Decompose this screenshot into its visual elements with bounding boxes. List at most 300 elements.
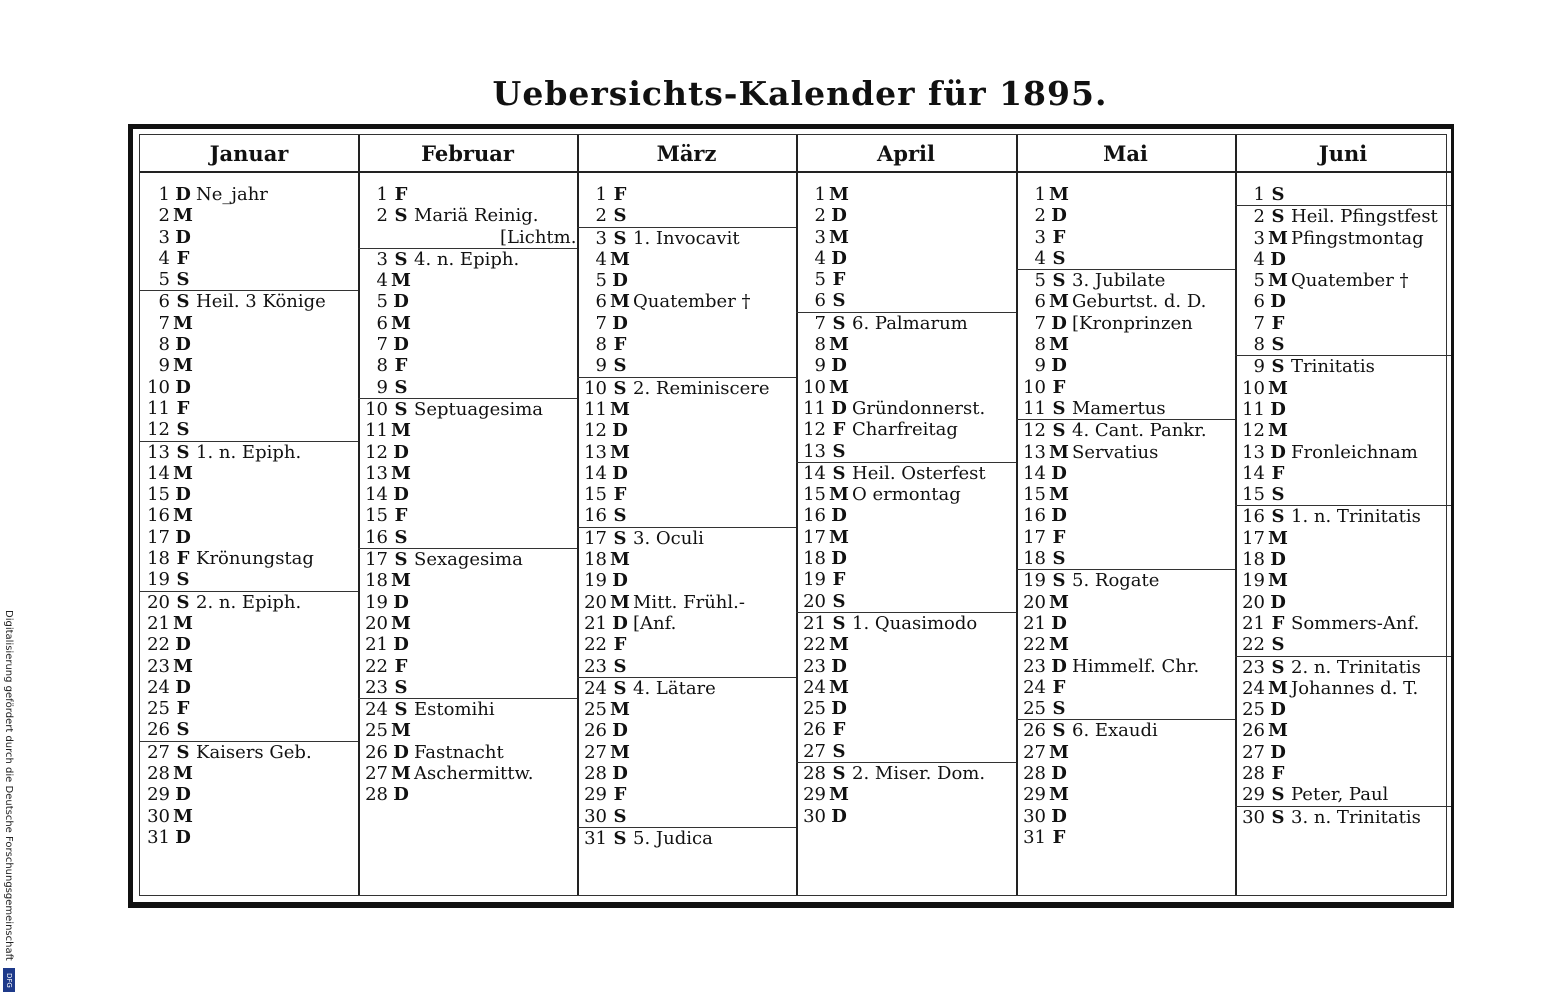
day-row — [1235, 442, 1451, 463]
day-note: Heil. Pfingstfest — [1291, 206, 1438, 228]
day-number: 20 — [803, 590, 826, 612]
day-row — [796, 398, 1016, 419]
weekday-letter: D — [175, 334, 191, 356]
weekday-letter: S — [613, 355, 627, 377]
day-number: 3 — [158, 226, 170, 248]
day-note: 2. n. Epiph. — [196, 591, 302, 613]
day-row — [1016, 569, 1235, 591]
day-number: 1 — [158, 184, 170, 205]
weekday-letter: F — [176, 698, 190, 720]
day-row — [358, 742, 577, 763]
weekday-letter: S — [832, 462, 846, 484]
day-row — [358, 420, 577, 441]
day-row — [1016, 484, 1235, 505]
weekday-letter: S — [394, 205, 408, 227]
day-row — [577, 656, 796, 677]
weekday-letter: M — [829, 634, 849, 656]
weekday-letter: M — [173, 805, 193, 827]
weekday-letter: S — [176, 269, 190, 291]
day-row — [1016, 656, 1235, 677]
day-row — [140, 569, 358, 590]
weekday-letter: M — [610, 398, 630, 420]
day-row — [140, 784, 358, 805]
day-number: 22 — [147, 634, 170, 656]
day-number: 6 — [814, 290, 826, 312]
day-number: 8 — [814, 334, 826, 356]
weekday-letter: S — [613, 205, 627, 227]
day-row — [1235, 634, 1451, 655]
day-row — [796, 269, 1016, 290]
day-row — [358, 505, 577, 526]
day-row — [140, 334, 358, 355]
weekday-letter: D — [612, 462, 628, 484]
day-number: 22 — [584, 634, 607, 656]
calendar-grid — [139, 134, 1447, 896]
weekday-letter: D — [1270, 398, 1286, 420]
day-number: 4 — [595, 248, 607, 270]
day-number: 19 — [1023, 570, 1046, 592]
weekday-letter: S — [1052, 397, 1066, 419]
day-note: Servatius — [1072, 441, 1159, 463]
weekday-letter: D — [1270, 549, 1286, 571]
day-number: 17 — [1023, 526, 1046, 548]
weekday-letter: M — [829, 334, 849, 356]
day-row — [577, 249, 796, 270]
day-row — [140, 205, 358, 226]
day-number: 9 — [1253, 356, 1265, 378]
day-number: 25 — [365, 720, 388, 742]
day-row — [1235, 613, 1451, 634]
day-number: 1 — [1034, 184, 1046, 205]
weekday-letter: M — [1268, 270, 1288, 292]
day-number: 27 — [147, 741, 170, 763]
weekday-letter: F — [1271, 462, 1285, 484]
day-note: 3. Jubilate — [1072, 270, 1166, 292]
day-number: 20 — [365, 612, 388, 634]
day-note: Estomihi — [414, 699, 495, 721]
weekday-letter: D — [612, 420, 628, 442]
weekday-letter: M — [391, 720, 411, 742]
day-number: 24 — [365, 699, 388, 721]
day-number: 10 — [803, 376, 826, 398]
day-number: 15 — [147, 484, 170, 506]
day-number: 12 — [147, 419, 170, 441]
weekday-letter: M — [610, 441, 630, 463]
day-row — [1235, 806, 1451, 828]
calendar-title: Uebersichts-Kalender für 1895. — [492, 74, 1108, 113]
day-number: 2 — [595, 205, 607, 227]
month-column-6 — [1235, 135, 1451, 895]
day-number: 25 — [147, 698, 170, 720]
weekday-letter: F — [176, 548, 190, 570]
day-note: Gründonnerst. — [852, 397, 986, 419]
day-row — [796, 419, 1016, 440]
weekday-letter: D — [1051, 612, 1067, 634]
day-number: 30 — [803, 805, 826, 827]
day-number: 26 — [803, 719, 826, 741]
day-number: 21 — [147, 612, 170, 634]
day-row — [140, 634, 358, 655]
weekday-letter: M — [829, 484, 849, 506]
weekday-letter: M — [829, 184, 849, 205]
weekday-letter: M — [391, 612, 411, 634]
day-row — [140, 656, 358, 677]
day-row — [796, 355, 1016, 376]
day-number: 2 — [814, 205, 826, 227]
day-number: 23 — [1023, 655, 1046, 677]
weekday-letter: S — [176, 719, 190, 741]
day-number: 22 — [365, 655, 388, 677]
weekday-letter: S — [176, 741, 190, 763]
day-number: 19 — [1242, 570, 1265, 592]
day-row — [577, 720, 796, 741]
day-row — [577, 313, 796, 334]
day-row — [1016, 698, 1235, 719]
day-row — [140, 677, 358, 698]
day-number: 17 — [1242, 527, 1265, 549]
day-row — [1235, 378, 1451, 399]
day-row — [1016, 377, 1235, 398]
day-row — [577, 355, 796, 376]
weekday-letter: D — [1051, 462, 1067, 484]
day-row — [796, 527, 1016, 548]
month-column-4 — [796, 135, 1016, 895]
day-row — [358, 291, 577, 312]
day-number: 23 — [1242, 656, 1265, 678]
weekday-letter: D — [1270, 291, 1286, 313]
weekday-letter: S — [1271, 356, 1285, 378]
day-number: 5 — [376, 291, 388, 313]
day-row — [140, 827, 358, 848]
day-number: 11 — [803, 397, 826, 419]
day-number: 29 — [803, 784, 826, 806]
day-row — [796, 227, 1016, 248]
day-number: 19 — [584, 570, 607, 592]
day-note: 1. Quasimodo — [852, 612, 978, 634]
day-number: 29 — [1023, 784, 1046, 806]
weekday-letter: D — [612, 270, 628, 292]
day-row — [140, 227, 358, 248]
weekday-letter: F — [1271, 312, 1285, 334]
weekday-letter: M — [610, 291, 630, 313]
weekday-letter: D — [612, 570, 628, 592]
day-row — [796, 290, 1016, 311]
weekday-letter: F — [613, 634, 627, 656]
day-number: 24 — [1242, 677, 1265, 699]
weekday-letter: D — [175, 226, 191, 248]
day-row — [140, 719, 358, 740]
day-row — [358, 484, 577, 505]
day-note: 1. n. Trinitatis — [1291, 506, 1421, 528]
day-row — [358, 377, 577, 398]
day-note: Mariä Reinig. — [414, 205, 539, 227]
weekday-letter: F — [1271, 612, 1285, 634]
day-number: 12 — [803, 419, 826, 441]
day-number: 22 — [803, 634, 826, 656]
day-number: 9 — [158, 355, 170, 377]
day-row — [358, 784, 577, 805]
weekday-letter: M — [1049, 334, 1069, 356]
day-row — [358, 698, 577, 720]
day-number: 26 — [1023, 720, 1046, 742]
day-row — [577, 442, 796, 463]
weekday-letter: S — [394, 248, 408, 270]
day-row — [140, 248, 358, 269]
day-row — [358, 248, 577, 270]
weekday-letter: D — [1270, 741, 1286, 763]
weekday-letter: S — [832, 763, 846, 785]
day-note: Sommers-Anf. — [1291, 612, 1420, 634]
day-note: Fastnacht — [414, 741, 504, 763]
weekday-letter: M — [610, 248, 630, 270]
day-row — [1235, 249, 1451, 270]
day-number: 27 — [584, 741, 607, 763]
day-row — [1235, 420, 1451, 441]
day-number: 23 — [803, 655, 826, 677]
day-note: 4. Cant. Pankr. — [1072, 420, 1207, 442]
day-row — [358, 613, 577, 634]
day-number: 15 — [1242, 484, 1265, 506]
day-list — [1235, 173, 1451, 828]
day-row — [796, 612, 1016, 634]
weekday-letter: D — [175, 484, 191, 506]
weekday-letter: M — [391, 570, 411, 592]
day-number: 21 — [1242, 612, 1265, 634]
day-number: 31 — [1023, 826, 1046, 848]
day-number: 7 — [595, 312, 607, 334]
month-column-2 — [358, 135, 577, 895]
day-number: 6 — [595, 291, 607, 313]
day-row — [1016, 827, 1235, 848]
weekday-letter: M — [1049, 291, 1069, 313]
day-number: 2 — [1253, 206, 1265, 228]
weekday-letter: M — [1268, 570, 1288, 592]
day-row — [1235, 763, 1451, 784]
day-row — [796, 591, 1016, 612]
weekday-letter: F — [1052, 676, 1066, 698]
weekday-letter: M — [173, 312, 193, 334]
day-number: 10 — [147, 376, 170, 398]
day-row — [796, 184, 1016, 205]
day-number: 23 — [365, 676, 388, 698]
weekday-letter: D — [1051, 312, 1067, 334]
day-number: 23 — [147, 655, 170, 677]
day-number: 9 — [1034, 355, 1046, 377]
day-row — [577, 634, 796, 655]
day-note: Aschermittw. — [414, 763, 534, 785]
day-number: 21 — [1023, 612, 1046, 634]
month-column-5 — [1016, 135, 1235, 895]
day-row — [358, 570, 577, 591]
day-row — [1016, 505, 1235, 526]
weekday-letter: S — [613, 677, 627, 699]
weekday-letter: S — [832, 440, 846, 462]
day-number: 15 — [584, 484, 607, 506]
weekday-letter: S — [1052, 420, 1066, 442]
weekday-letter: F — [394, 184, 408, 205]
day-row — [140, 441, 358, 463]
day-number: 28 — [147, 763, 170, 785]
day-note: [Kronprinzen — [1072, 312, 1193, 334]
month-column-3 — [577, 135, 796, 895]
day-number: 4 — [376, 270, 388, 292]
weekday-letter: S — [1271, 206, 1285, 228]
day-number: 13 — [1023, 441, 1046, 463]
day-row — [577, 227, 796, 249]
day-row — [140, 698, 358, 719]
day-note: [Lichtm. — [500, 226, 577, 248]
weekday-letter: D — [1051, 763, 1067, 785]
weekday-letter: D — [831, 698, 847, 720]
weekday-letter: S — [1271, 784, 1285, 806]
day-number: 12 — [584, 420, 607, 442]
day-number: 27 — [803, 740, 826, 762]
day-row — [140, 741, 358, 763]
day-row — [358, 270, 577, 291]
weekday-letter: M — [1049, 484, 1069, 506]
day-note: Pfingstmontag — [1291, 227, 1424, 249]
day-number: 10 — [584, 377, 607, 399]
day-row — [358, 720, 577, 741]
day-number: 5 — [1034, 270, 1046, 292]
day-row — [796, 548, 1016, 569]
day-row — [577, 677, 796, 699]
weekday-letter: F — [613, 184, 627, 205]
day-row — [796, 462, 1016, 484]
day-number: 3 — [595, 227, 607, 249]
day-note: Himmelf. Chr. — [1072, 655, 1200, 677]
day-row — [1016, 291, 1235, 312]
weekday-letter: S — [1271, 634, 1285, 656]
weekday-letter: D — [1051, 205, 1067, 227]
day-number: 12 — [1242, 420, 1265, 442]
day-number: 16 — [803, 505, 826, 527]
weekday-letter: M — [391, 763, 411, 785]
weekday-letter: S — [1271, 184, 1285, 205]
day-row — [577, 570, 796, 591]
weekday-letter: F — [1052, 226, 1066, 248]
day-row — [796, 634, 1016, 655]
weekday-letter: S — [1052, 570, 1066, 592]
day-row — [1235, 463, 1451, 484]
weekday-letter: M — [610, 699, 630, 721]
day-note: Charfreitag — [852, 419, 958, 441]
day-row — [1016, 806, 1235, 827]
day-number: 24 — [147, 676, 170, 698]
day-row — [1235, 742, 1451, 763]
day-number: 9 — [595, 355, 607, 377]
weekday-letter: M — [391, 462, 411, 484]
day-number: 11 — [1023, 397, 1046, 419]
weekday-letter: M — [829, 226, 849, 248]
day-note: Trinitatis — [1291, 356, 1375, 378]
day-number: 4 — [1034, 247, 1046, 269]
day-number: 1 — [1253, 184, 1265, 205]
day-list — [1016, 173, 1235, 848]
day-number: 18 — [803, 548, 826, 570]
weekday-letter: S — [1052, 270, 1066, 292]
weekday-letter: S — [394, 699, 408, 721]
weekday-letter: M — [1049, 591, 1069, 613]
day-number: 31 — [147, 826, 170, 848]
day-number: 18 — [147, 548, 170, 570]
day-number: 22 — [1023, 634, 1046, 656]
day-row — [796, 677, 1016, 698]
day-number: 26 — [147, 719, 170, 741]
weekday-letter: S — [832, 612, 846, 634]
weekday-letter: D — [612, 312, 628, 334]
weekday-letter: F — [176, 247, 190, 269]
day-row — [796, 741, 1016, 762]
day-number: 24 — [1023, 676, 1046, 698]
day-number: 2 — [376, 205, 388, 227]
day-number: 4 — [1253, 248, 1265, 270]
day-row — [358, 634, 577, 655]
day-row — [796, 312, 1016, 334]
day-row — [1235, 570, 1451, 591]
day-row — [1016, 613, 1235, 634]
day-note: 1. Invocavit — [633, 227, 740, 249]
weekday-letter: F — [176, 397, 190, 419]
day-row — [577, 527, 796, 549]
day-row — [1016, 248, 1235, 269]
weekday-letter: S — [613, 827, 627, 849]
day-row — [1016, 742, 1235, 763]
weekday-letter: M — [1268, 677, 1288, 699]
day-row — [1016, 184, 1235, 205]
day-row — [140, 355, 358, 376]
day-note: Heil. 3 Könige — [196, 291, 326, 313]
day-note: Peter, Paul — [1291, 784, 1389, 806]
weekday-letter: S — [176, 441, 190, 463]
day-number: 13 — [365, 462, 388, 484]
day-number: 25 — [1023, 698, 1046, 720]
day-row — [577, 377, 796, 399]
day-note: Fronleichnam — [1291, 441, 1418, 463]
weekday-letter: M — [829, 676, 849, 698]
weekday-letter: F — [1052, 826, 1066, 848]
weekday-letter: S — [394, 376, 408, 398]
day-row — [140, 505, 358, 526]
weekday-letter: M — [829, 784, 849, 806]
day-number: 11 — [584, 398, 607, 420]
month-name: Mai — [1016, 135, 1235, 173]
day-number: 15 — [803, 484, 826, 506]
day-list — [796, 173, 1016, 827]
day-number: 30 — [584, 805, 607, 827]
day-row — [577, 484, 796, 505]
day-row — [140, 806, 358, 827]
weekday-letter: D — [175, 634, 191, 656]
day-row — [358, 527, 577, 548]
day-number: 28 — [1242, 763, 1265, 785]
weekday-letter: S — [1052, 698, 1066, 720]
weekday-letter: M — [1268, 720, 1288, 742]
day-row — [577, 613, 796, 634]
weekday-letter: F — [613, 484, 627, 506]
weekday-letter: M — [173, 655, 193, 677]
day-row — [796, 484, 1016, 505]
day-row — [1235, 484, 1451, 505]
day-row — [1235, 291, 1451, 312]
day-number: 25 — [584, 699, 607, 721]
weekday-letter: M — [829, 376, 849, 398]
day-row — [577, 291, 796, 312]
day-row — [1016, 677, 1235, 698]
day-number: 7 — [1253, 312, 1265, 334]
day-number: 7 — [158, 312, 170, 334]
day-number: 14 — [365, 484, 388, 506]
